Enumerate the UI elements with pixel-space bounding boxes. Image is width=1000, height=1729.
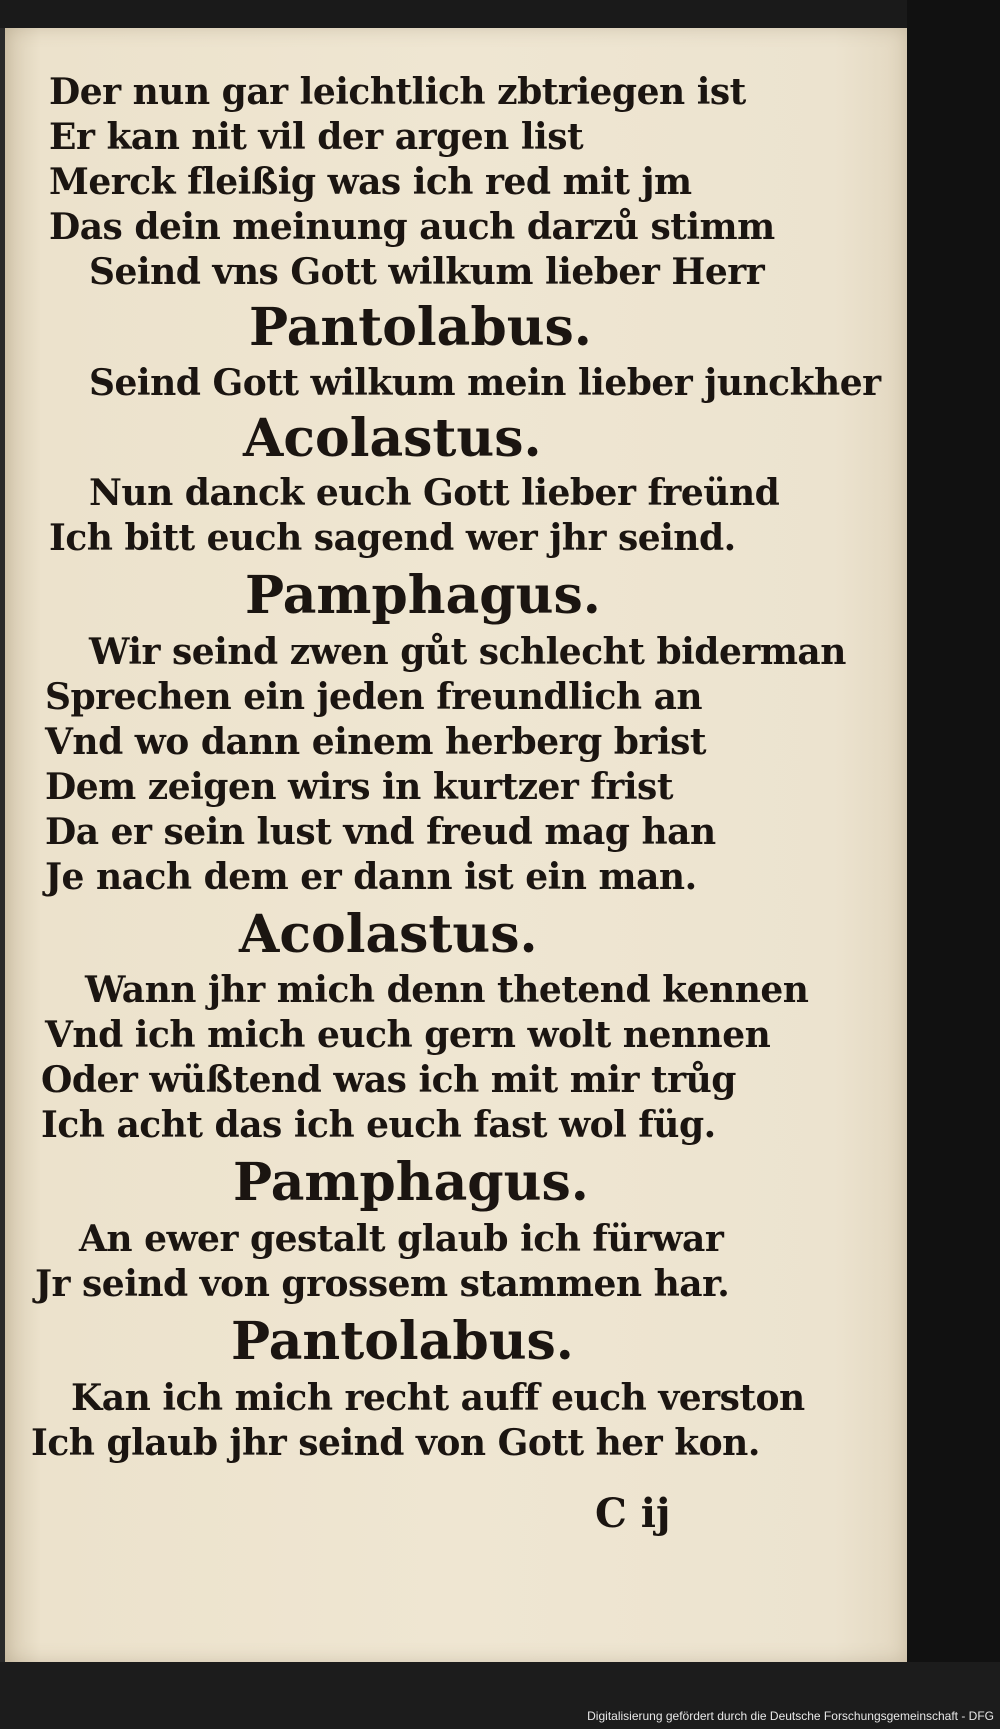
verse-line: Wir seind zwen gůt schlecht biderman xyxy=(89,631,846,673)
verse-line: Seind vns Gott wilkum lieber Herr xyxy=(89,251,765,293)
verse-line: Kan ich mich recht auff euch verston xyxy=(71,1377,805,1419)
verse-line: Wann jhr mich denn thetend kennen xyxy=(85,969,809,1011)
verse-line: Nun danck euch Gott lieber freünd xyxy=(89,472,780,514)
verse-line: Dem zeigen wirs in kurtzer frist xyxy=(45,766,673,808)
verse-line: Da er sein lust vnd freud mag han xyxy=(45,811,716,853)
verse-line: Ich bitt euch sagend wer jhr seind. xyxy=(49,517,736,559)
scan-right-border xyxy=(907,0,1000,1729)
speaker-heading: Pamphagus. xyxy=(233,1152,589,1213)
verse-line: Merck fleißig was ich red mit jm xyxy=(49,161,692,203)
verse-line: Ich glaub jhr seind von Gott her kon. xyxy=(31,1422,760,1464)
verse-line: Er kan nit vil der argen list xyxy=(49,116,584,158)
verse-line: Je nach dem er dann ist ein man. xyxy=(45,856,697,898)
verse-line: Oder wüßtend was ich mit mir trůg xyxy=(41,1059,736,1101)
digitization-credit: Digitalisierung gefördert durch die Deutsche Forschungsgemeinschaft - DFG xyxy=(587,1709,994,1723)
verse-line: Ich acht das ich euch fast wol füg. xyxy=(41,1104,716,1146)
speaker-heading: Acolastus. xyxy=(239,904,538,965)
verse-line: Das dein meinung auch darzů stimm xyxy=(49,206,775,248)
speaker-heading: Pantolabus. xyxy=(249,297,592,358)
speaker-heading: Acolastus. xyxy=(243,408,542,469)
verse-line: Vnd wo dann einem herberg brist xyxy=(45,721,707,763)
speaker-heading: Pantolabus. xyxy=(231,1311,574,1372)
verse-line: An ewer gestalt glaub ich fürwar xyxy=(79,1218,724,1260)
verse-line: Sprechen ein jeden freundlich an xyxy=(45,676,703,718)
verse-line: Jr seind von grossem stammen har. xyxy=(35,1263,730,1305)
verse-line: Seind Gott wilkum mein lieber junckher xyxy=(89,362,881,404)
scan-top-border xyxy=(0,0,1000,28)
speaker-heading: Pamphagus. xyxy=(245,565,601,626)
verse-line: Der nun gar leichtlich zbtriegen ist xyxy=(49,71,746,113)
book-page xyxy=(5,28,907,1662)
verse-line: Vnd ich mich euch gern wolt nennen xyxy=(45,1014,771,1056)
signature-mark: C ij xyxy=(595,1490,671,1537)
